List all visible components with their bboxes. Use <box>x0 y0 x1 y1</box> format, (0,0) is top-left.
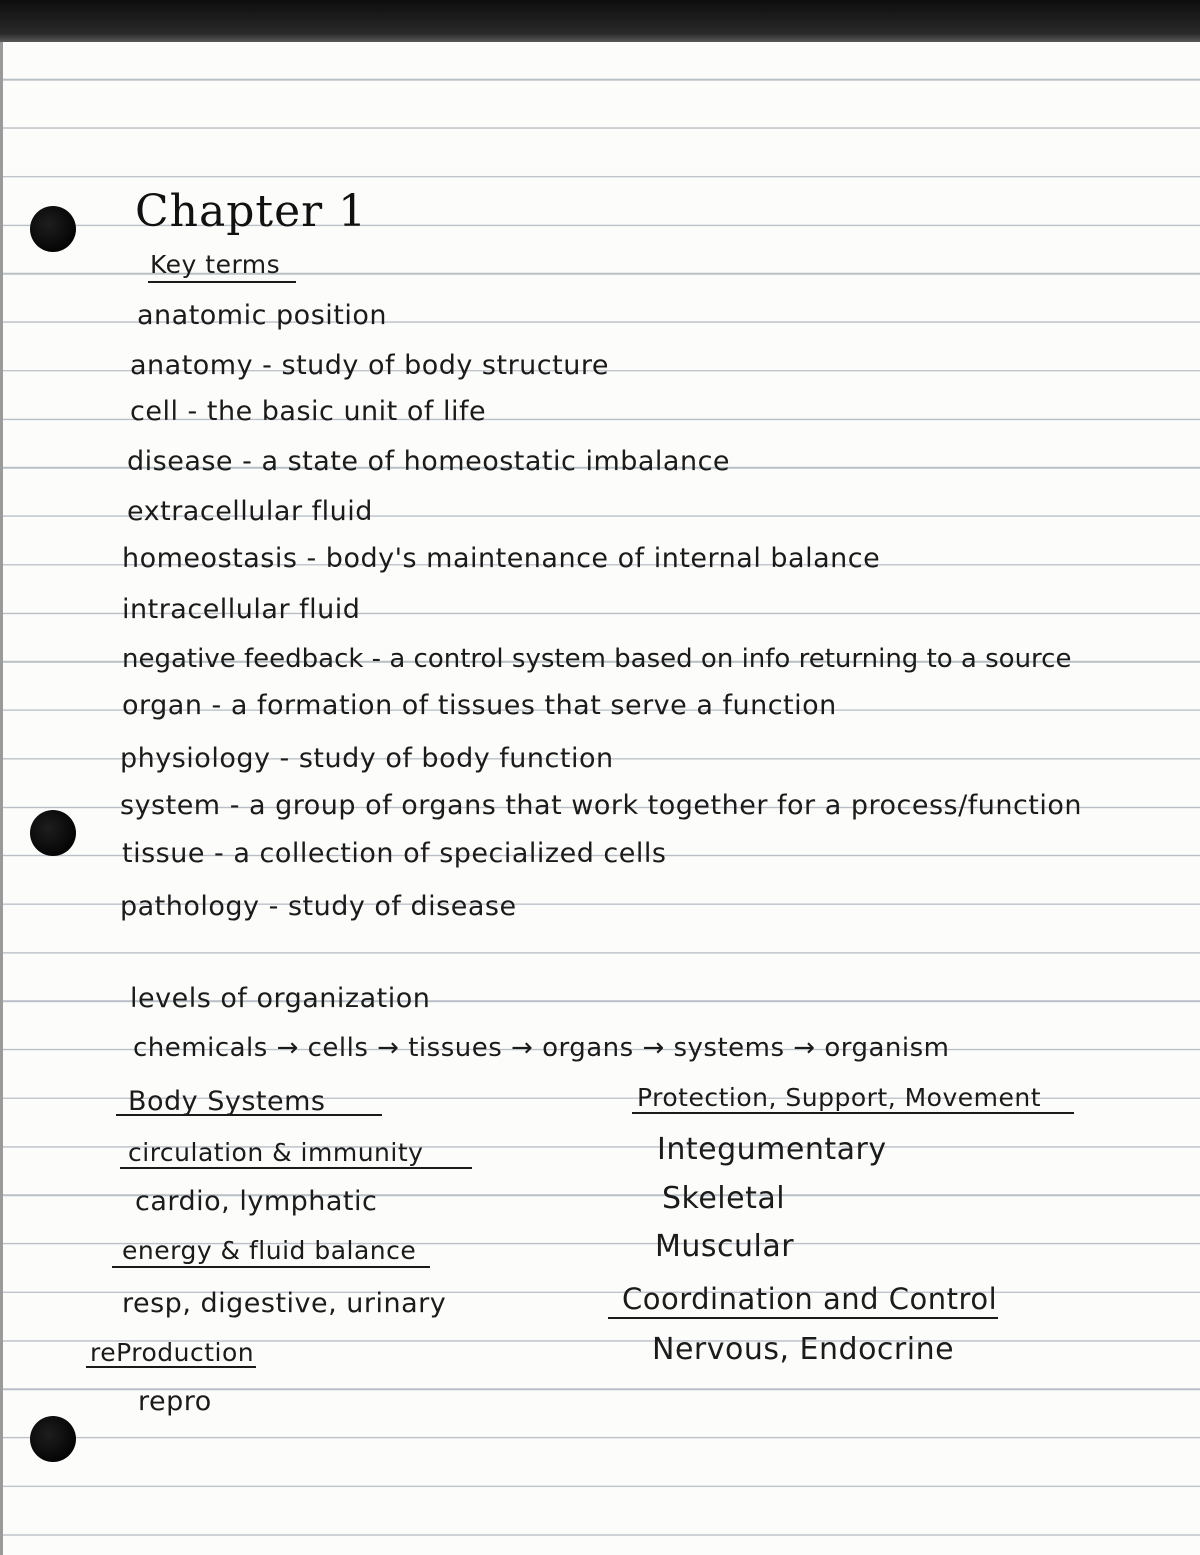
body-systems-heading: Body Systems <box>128 1086 326 1117</box>
key-term: anatomic position <box>137 300 387 331</box>
system-list: resp, digestive, urinary <box>122 1288 447 1319</box>
key-term: intracellular fluid <box>122 594 361 625</box>
key-term: extracellular fluid <box>127 496 373 527</box>
body-systems-underline <box>116 1114 382 1116</box>
levels-chain: chemicals → cells → tissues → organs → systems → organism <box>133 1033 950 1063</box>
page-title: Chapter 1 <box>135 186 368 237</box>
system-group-label: Coordination and Control <box>622 1282 998 1316</box>
system-list: Nervous, Endocrine <box>652 1332 955 1367</box>
system-group-underline <box>86 1366 256 1368</box>
system-group-label: energy & fluid balance <box>122 1236 417 1265</box>
binder-hole-icon <box>30 206 76 252</box>
binder-hole-icon <box>30 810 76 856</box>
system-group-underline <box>608 1317 998 1319</box>
key-term: system - a group of organs that work together for a process/function <box>120 790 1083 821</box>
system-list: Integumentary <box>657 1132 887 1167</box>
system-list: repro <box>138 1386 212 1417</box>
system-group-label: circulation & immunity <box>128 1138 424 1167</box>
key-term: physiology - study of body function <box>120 743 614 774</box>
levels-heading: levels of organization <box>130 983 431 1014</box>
key-terms-heading: Key terms <box>150 250 281 279</box>
key-term: homeostasis - body's maintenance of internal balance <box>122 543 881 574</box>
system-group-underline <box>112 1266 430 1268</box>
system-group-label: Protection, Support, Movement <box>637 1083 1042 1112</box>
binder-hole-icon <box>30 1416 76 1462</box>
scan-top-border <box>0 0 1200 42</box>
key-term: disease - a state of homeostatic imbalance <box>127 446 731 477</box>
system-group-label: reProduction <box>90 1338 255 1367</box>
page-left-edge <box>0 42 3 1555</box>
key-term: pathology - study of disease <box>120 891 517 922</box>
key-term: tissue - a collection of specialized cells <box>122 838 667 869</box>
key-term: organ - a formation of tissues that serve a function <box>122 690 837 721</box>
key-term: negative feedback - a control system based on info returning to a source <box>122 644 1072 674</box>
system-group-underline <box>632 1112 1074 1114</box>
key-term: cell - the basic unit of life <box>130 396 487 427</box>
system-list: Skeletal <box>662 1181 786 1216</box>
system-group-underline <box>120 1167 472 1169</box>
key-terms-underline <box>148 281 296 283</box>
system-list: Muscular <box>655 1229 795 1264</box>
system-list: cardio, lymphatic <box>135 1186 378 1217</box>
key-term: anatomy - study of body structure <box>130 350 609 381</box>
